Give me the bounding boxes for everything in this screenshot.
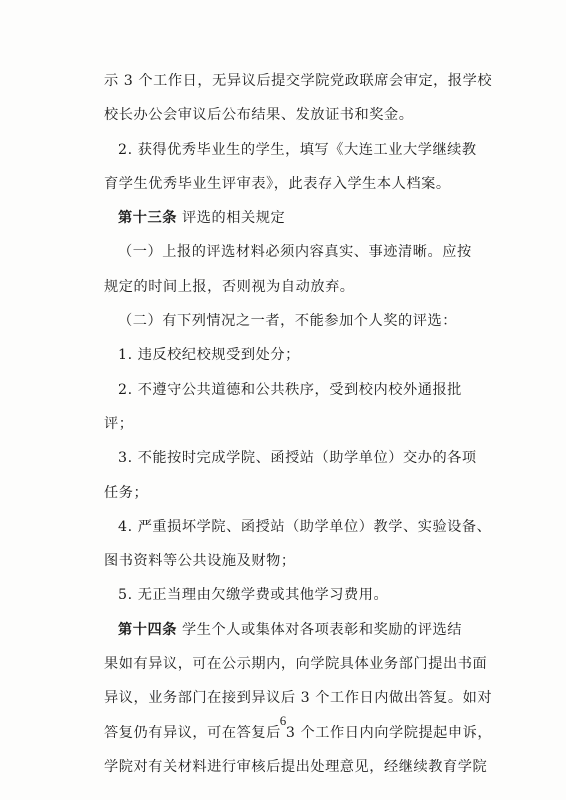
line-text: 育学生优秀毕业生评审表》，此表存入学生本人档案。 (104, 175, 451, 192)
text-line (104, 681, 493, 715)
text-line (104, 64, 493, 98)
text-line (104, 578, 474, 612)
line-text: （一）上报的评选材料必须内容真实、事迹清晰。应按 (118, 244, 472, 261)
text-line (104, 270, 474, 304)
text-line (104, 750, 488, 784)
text-line (104, 98, 474, 132)
line-text: 评选的相关规定 (176, 210, 286, 227)
line-text: 果如有异议，可在公示期内，向学院具体业务部门提出书面 (104, 656, 488, 673)
line-text: 评； (104, 415, 134, 432)
line-text: 规定的时间上报，否则视为自动放弃。 (104, 278, 355, 295)
text-line (104, 338, 474, 372)
line-text: 答复仍有异议，可在答复后 3 个工作日内向学院提起申诉， (104, 724, 493, 741)
line-text: 异议，业务部门在接到异议后 3 个工作日内做出答复。如对 (104, 690, 493, 707)
line-text: （二）有下列情况之一者，不能参加个人奖的评选： (118, 313, 457, 330)
article-heading: 第十三条 (118, 210, 177, 227)
text-line (104, 373, 474, 407)
text-line (104, 647, 488, 681)
text-line (104, 476, 474, 510)
text-line (104, 407, 474, 441)
text-line (104, 133, 477, 167)
document-body (104, 64, 493, 784)
line-text: 2. 不遵守公共道德和公共秩序，受到校内校外通报批 (118, 381, 462, 398)
text-line (104, 510, 492, 544)
line-text: 图书资料等公共设施及财物； (104, 553, 296, 570)
line-text: 任务； (104, 484, 149, 501)
text-line (104, 304, 474, 338)
line-text: 2. 获得优秀毕业生的学生，填写《大连工业大学继续教 (118, 141, 477, 158)
line-text: 5. 无正当理由欠缴学费或其他学习费用。 (118, 587, 389, 604)
text-line (104, 201, 474, 235)
line-text: 4. 严重损坏学院、函授站（助学单位）教学、实验设备、 (118, 518, 492, 535)
text-line (104, 235, 474, 269)
line-text: 1. 违反校纪校规受到处分； (118, 347, 300, 364)
text-line (104, 613, 474, 647)
line-text: 学院对有关材料进行审核后提出处理意见，经继续教育学院 (104, 758, 488, 775)
text-line (104, 441, 477, 475)
line-text: 3. 不能按时完成学院、函授站（助学单位）交办的各项 (118, 450, 477, 467)
text-line (104, 167, 474, 201)
line-text: 校长办公会审议后公布结果、发放证书和奖金。 (104, 107, 414, 124)
article-heading: 第十四条 (118, 621, 177, 638)
line-text: 学生个人或集体对各项表彰和奖励的评选结 (176, 621, 463, 638)
text-line (104, 544, 474, 578)
page-number: 6 (279, 713, 287, 728)
line-text: 示 3 个工作日，无异议后提交学院党政联席会审定，报学校 (104, 73, 493, 89)
